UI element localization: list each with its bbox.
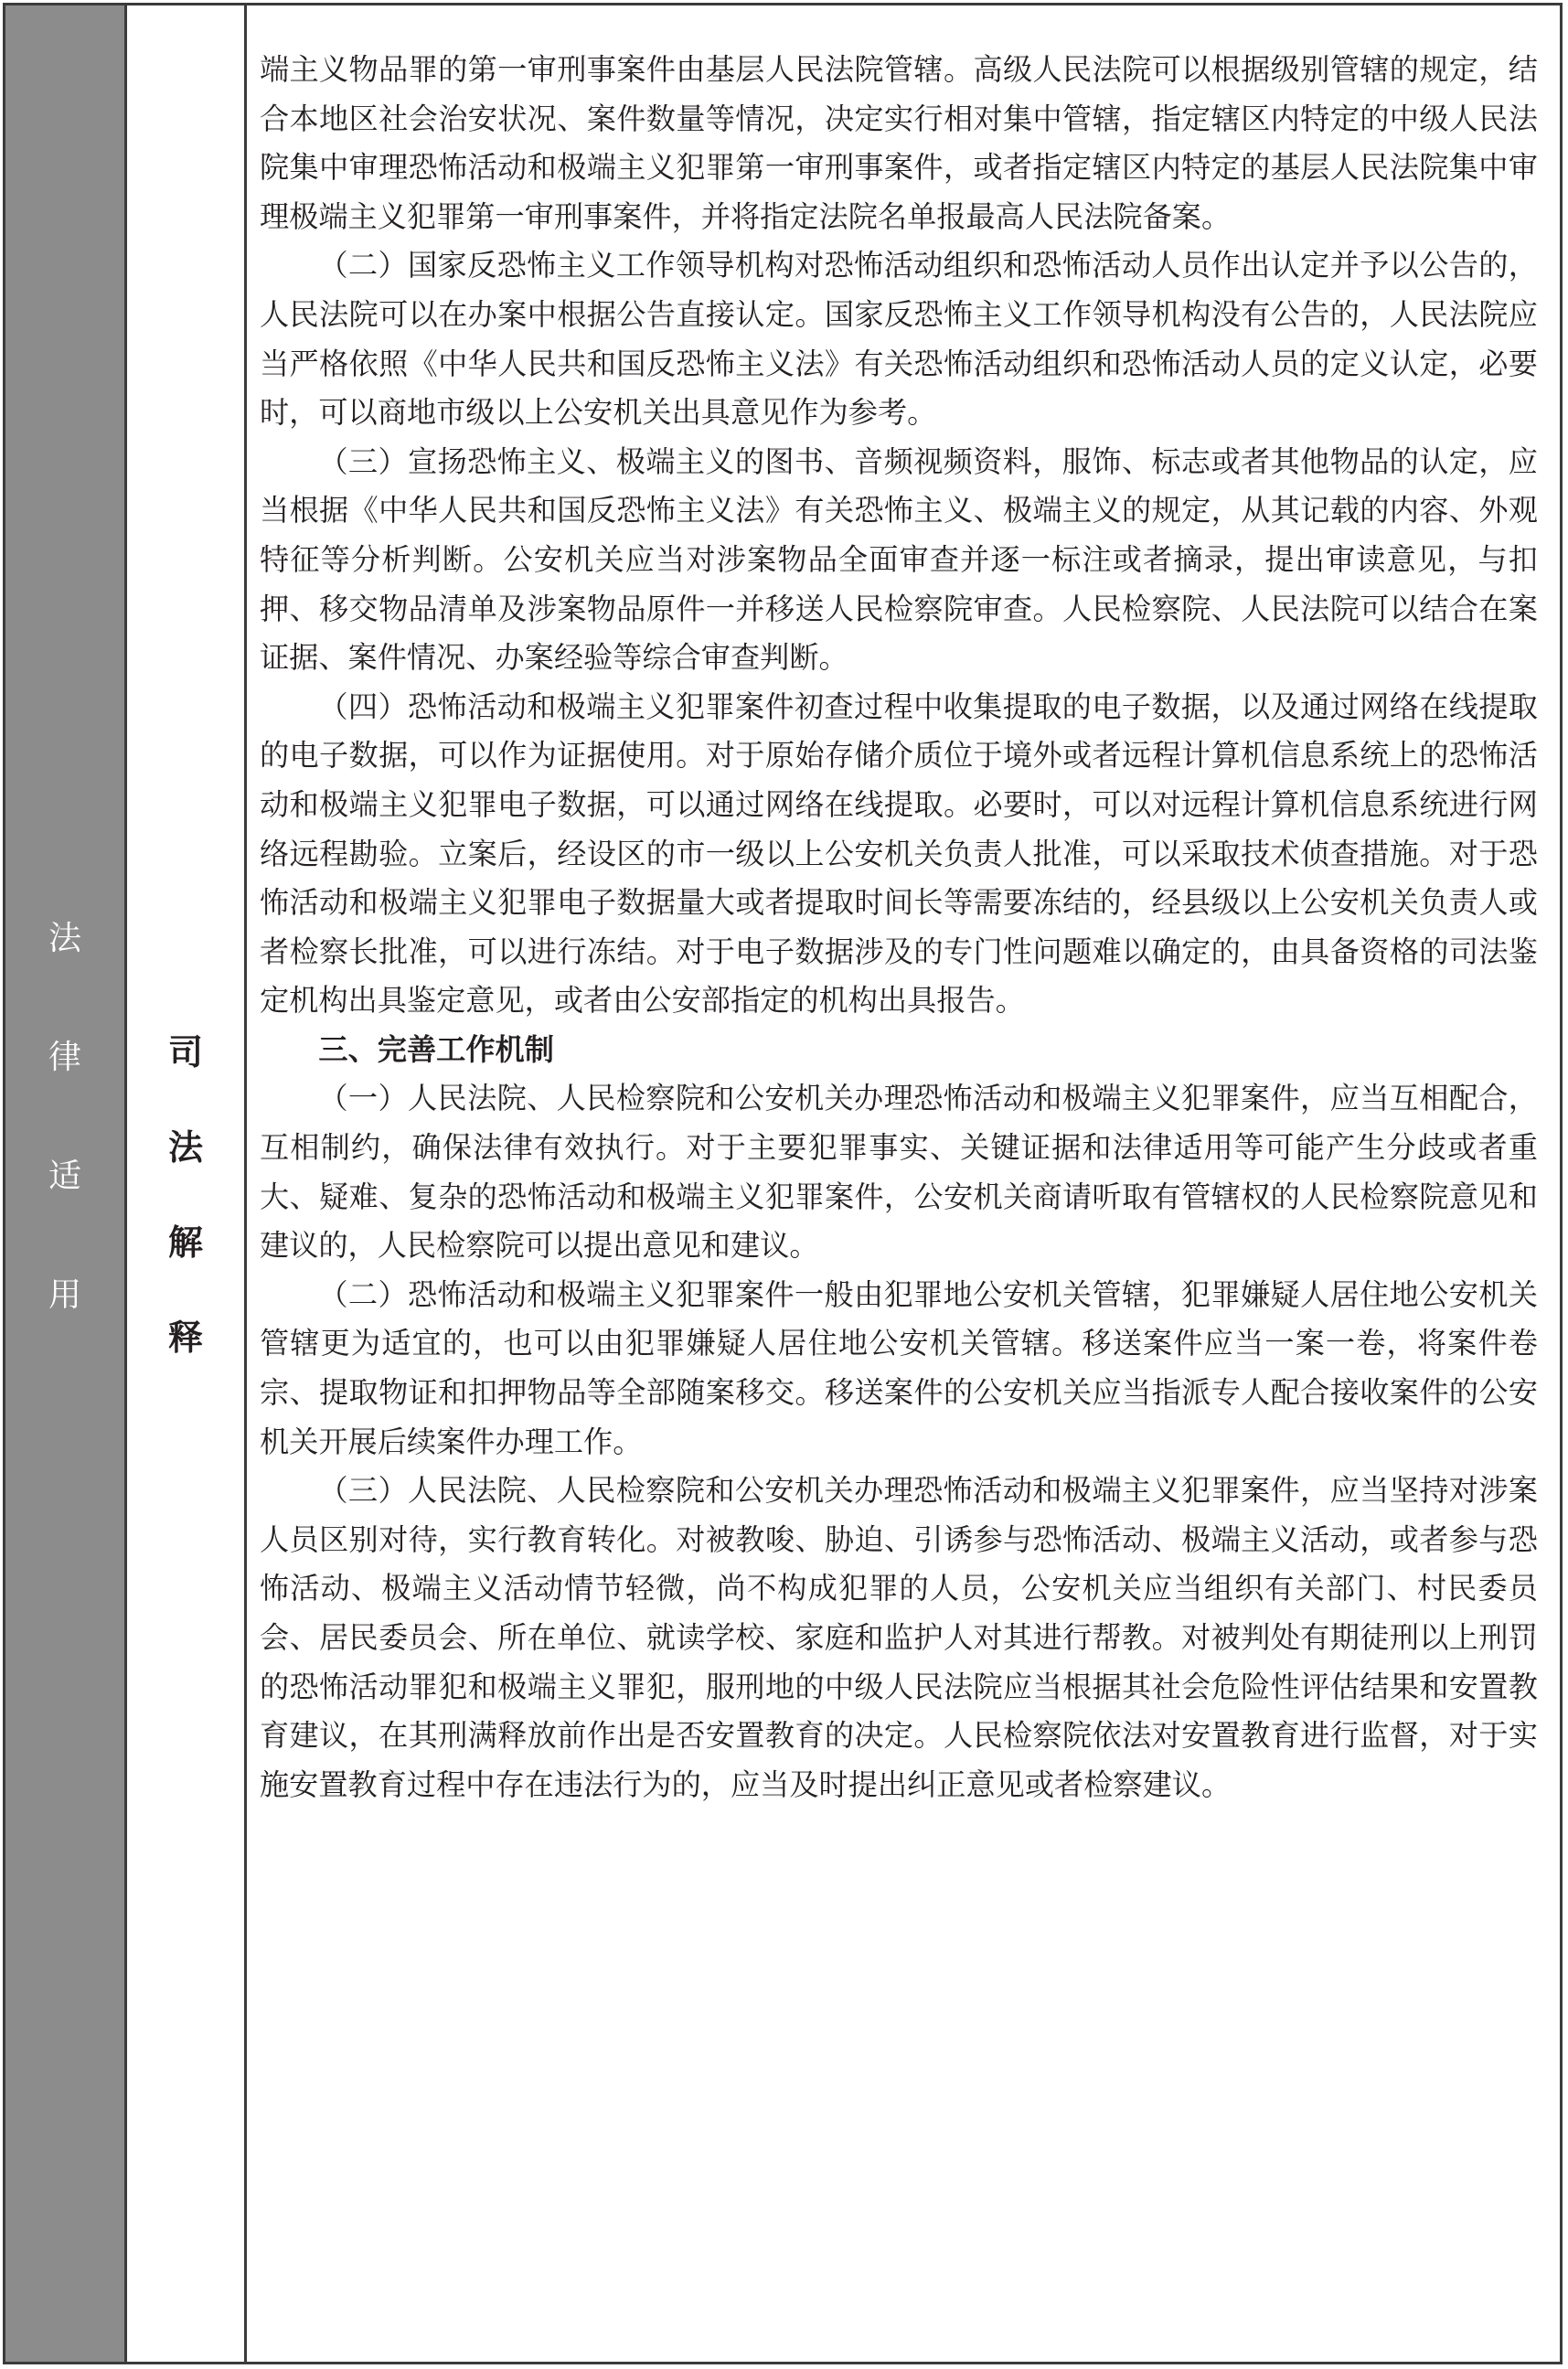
- category-column: [5, 5, 127, 2362]
- subcategory-char: 解: [167, 1222, 203, 1263]
- paragraph-continuation: 端主义物品罪的第一审刑事案件由基层人民法院管辖。高级人民法院可以根据级别管辖的规定，结合本地区社会治安状况、案件数量等情况，决定实行相对集中管辖，指定辖区内特定的中级人民法院集中审理恐怖活动和极端主义犯罪第一审刑事案件，或者指定辖区内特定的基层人民法院集中审理极端主义犯罪第一审刑事案件，并将指定法院名单报最高人民法院备案。: [260, 52, 1538, 234]
- subcategory-label: [127, 1032, 244, 1415]
- category-char: 适: [48, 1158, 81, 1195]
- category-char: 法: [48, 920, 81, 957]
- paragraph-mechanism-2: （二）恐怖活动和极端主义犯罪案件一般由犯罪地公安机关管辖，犯罪嫌疑人居住地公安机关管辖更为适宜的，也可以由犯罪嫌疑人居住地公安机关管辖。移送案件应当一案一卷，将案件卷宗、提取物证和扣押物品等全部随案移交。移送案件的公安机关应当指派专人配合接收案件的公安机关开展后续案件办理工作。: [260, 1276, 1538, 1459]
- paragraph-item-3: （三）宣扬恐怖主义、极端主义的图书、音频视频资料，服饰、标志或者其他物品的认定，应当根据《中华人民共和国反恐怖主义法》有关恐怖主义、极端主义的规定，从其记载的内容、外观特征等分析判断。公安机关应当对涉案物品全面审查并逐一标注或者摘录，提出审读意见，与扣押、移交物品清单及涉案物品原件一并移送人民检察院审查。人民检察院、人民法院可以结合在案证据、案件情况、办案经验等综合审查判断。: [260, 443, 1538, 676]
- document-table: [3, 3, 1563, 2364]
- paragraph-item-2: （二）国家反恐怖主义工作领导机构对恐怖活动组织和恐怖活动人员作出认定并予以公告的，人民法院可以在办案中根据公告直接认定。国家反恐怖主义工作领导机构没有公告的，人民法院应当严格依照《中华人民共和国反恐怖主义法》有关恐怖活动组织和恐怖活动人员的定义认定，必要时，可以商地市级以上公安机关出具意见作为参考。: [260, 248, 1538, 431]
- category-char: 用: [48, 1276, 81, 1314]
- paragraph-item-4: （四）恐怖活动和极端主义犯罪案件初查过程中收集提取的电子数据，以及通过网络在线提取的电子数据，可以作为证据使用。对于原始存储介质位于境外或者远程计算机信息系统上的恐怖活动和极端主义犯罪电子数据，可以通过网络在线提取。必要时，可以对远程计算机信息系统进行网络远程勘验。立案后，经设区的市一级以上公安机关负责人批准，可以采取技术侦查措施。对于恐怖活动和极端主义犯罪电子数据量大或者提取时间长等需要冻结的，经县级以上公安机关负责人或者检察长批准，可以进行冻结。对于电子数据涉及的专门性问题难以确定的，由具备资格的司法鉴定机构出具鉴定意见，或者由公安部指定的机构出具报告。: [260, 688, 1538, 1019]
- paragraph-mechanism-3: （三）人民法院、人民检察院和公安机关办理恐怖活动和极端主义犯罪案件，应当坚持对涉案人员区别对待，实行教育转化。对被教唆、胁迫、引诱参与恐怖活动、极端主义活动，或者参与恐怖活动、极端主义活动情节轻微，尚不构成犯罪的人员，公安机关应当组织有关部门、村民委员会、居民委员会、所在单位、就读学校、家庭和监护人对其进行帮教。对被判处有期徒刑以上刑罚的恐怖活动罪犯和极端主义罪犯，服刑地的中级人民法院应当根据其社会危险性评估结果和安置教育建议，在其刑满释放前作出是否安置教育的决定。人民检察院依法对安置教育进行监督，对于实施安置教育过程中存在违法行为的，应当及时提出纠正意见或者检察建议。: [260, 1473, 1538, 1802]
- subcategory-column: [127, 5, 247, 2362]
- subcategory-char: 司: [167, 1032, 203, 1072]
- section-heading: 三、完善工作机制: [318, 1031, 554, 1067]
- content-column: [247, 5, 1560, 2362]
- category-label: [5, 920, 124, 1398]
- paragraph-mechanism-1: （一）人民法院、人民检察院和公安机关办理恐怖活动和极端主义犯罪案件，应当互相配合，互相制约，确保法律有效执行。对于主要犯罪事实、关键证据和法律适用等可能产生分歧或者重大、疑难、复杂的恐怖活动和极端主义犯罪案件，公安机关商请听取有管辖权的人民检察院意见和建议的，人民检察院可以提出意见和建议。: [260, 1081, 1538, 1264]
- subcategory-char: 释: [167, 1318, 203, 1358]
- category-char: 律: [48, 1039, 81, 1076]
- subcategory-char: 法: [167, 1127, 203, 1168]
